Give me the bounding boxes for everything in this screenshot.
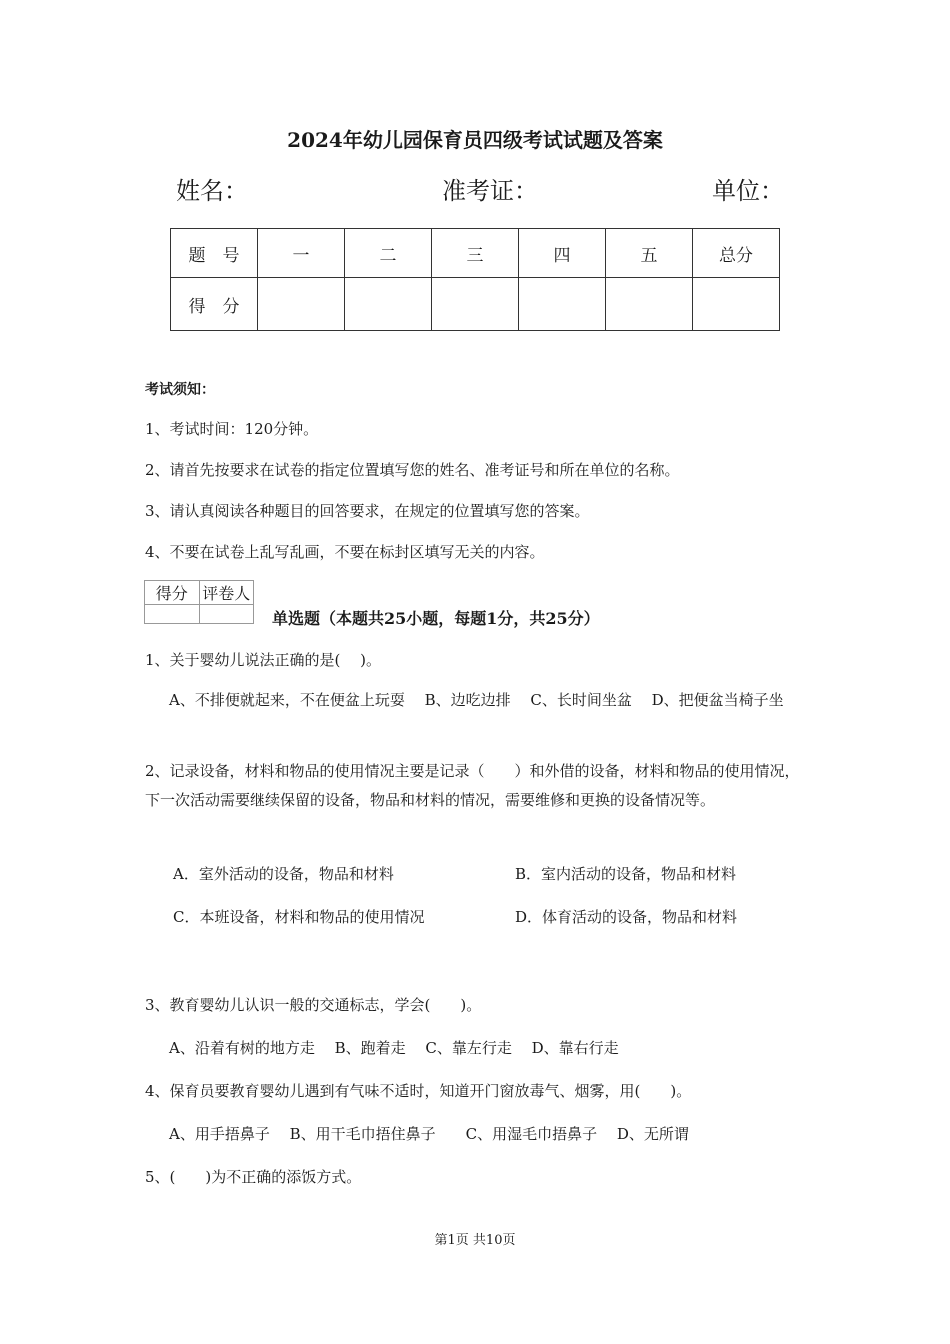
question-2-stem: 2、记录设备，材料和物品的使用情况主要是记录（ ）和外借的设备，材料和物品的使用情况，下一次活动需要继续保留的设备，物品和材料的情况，需要维修和更换的设备情况等。 xyxy=(145,762,800,809)
score-header-label: 题 号 xyxy=(171,229,258,278)
grader-reviewer-label: 评卷人 xyxy=(199,581,254,605)
score-cell-total[interactable] xyxy=(693,278,780,331)
score-cell[interactable] xyxy=(432,278,519,331)
score-cell[interactable] xyxy=(345,278,432,331)
name-label: 姓名： xyxy=(176,177,248,205)
question-1-stem: 1、关于婴幼儿说法正确的是( )。 xyxy=(145,651,382,669)
score-header-5: 五 xyxy=(606,229,693,278)
unit-label: 单位： xyxy=(712,177,784,205)
question-2-option-c: C．本班设备，材料和物品的使用情况 xyxy=(173,908,425,926)
question-1-options: A、不排便就起来，不在便盆上玩耍 B、边吃边排 C、长时间坐盆 D、把便盆当椅子坐 xyxy=(169,691,784,709)
grader-reviewer-cell[interactable] xyxy=(199,605,254,624)
score-table xyxy=(170,228,780,331)
question-4-stem: 4、保育员要教育婴幼儿遇到有气味不适时，知道开门窗放毒气、烟雾，用( )。 xyxy=(145,1082,692,1100)
page-footer: 第1页 共10页 xyxy=(434,1233,516,1248)
grader-score-cell[interactable] xyxy=(145,605,200,624)
score-header-2: 二 xyxy=(345,229,432,278)
question-2-option-b: B．室内活动的设备，物品和材料 xyxy=(515,865,737,883)
score-header-total: 总分 xyxy=(693,229,780,278)
note-item: 1、考试时间：120分钟。 xyxy=(145,420,319,438)
grader-score-label: 得分 xyxy=(145,581,200,605)
question-5-stem: 5、( )为不正确的添饭方式。 xyxy=(145,1168,362,1186)
score-cell[interactable] xyxy=(519,278,606,331)
section-title: 单选题（本题共25小题，每题1分，共25分） xyxy=(272,609,600,628)
note-item: 3、请认真阅读各种题目的回答要求，在规定的位置填写您的答案。 xyxy=(145,502,590,520)
score-cell[interactable] xyxy=(606,278,693,331)
note-item: 4、不要在试卷上乱写乱画，不要在标封区填写无关的内容。 xyxy=(145,543,545,561)
question-4-options: A、用手捂鼻子 B、用干毛巾捂住鼻子 C、用湿毛巾捂鼻子 D、无所谓 xyxy=(169,1125,689,1143)
question-3-stem: 3、教育婴幼儿认识一般的交通标志，学会( )。 xyxy=(145,996,482,1014)
question-2-option-d: D．体育活动的设备，物品和材料 xyxy=(515,908,738,926)
exam-id-label: 准考证： xyxy=(442,177,538,205)
question-3-options: A、沿着有树的地方走 B、跑着走 C、靠左行走 D、靠右行走 xyxy=(169,1039,619,1057)
notes-title: 考试须知： xyxy=(145,382,215,398)
score-header-3: 三 xyxy=(432,229,519,278)
score-row-label: 得 分 xyxy=(171,278,258,331)
score-header-4: 四 xyxy=(519,229,606,278)
note-item: 2、请首先按要求在试卷的指定位置填写您的姓名、准考证号和所在单位的名称。 xyxy=(145,461,680,479)
question-2-option-a: A．室外活动的设备，物品和材料 xyxy=(173,865,394,883)
grader-box xyxy=(144,580,254,624)
score-table-score-row xyxy=(171,278,780,331)
score-header-1: 一 xyxy=(258,229,345,278)
score-table-header-row xyxy=(171,229,780,278)
score-cell[interactable] xyxy=(258,278,345,331)
document-title: 2024年幼儿园保育员四级考试试题及答案 xyxy=(287,128,663,152)
